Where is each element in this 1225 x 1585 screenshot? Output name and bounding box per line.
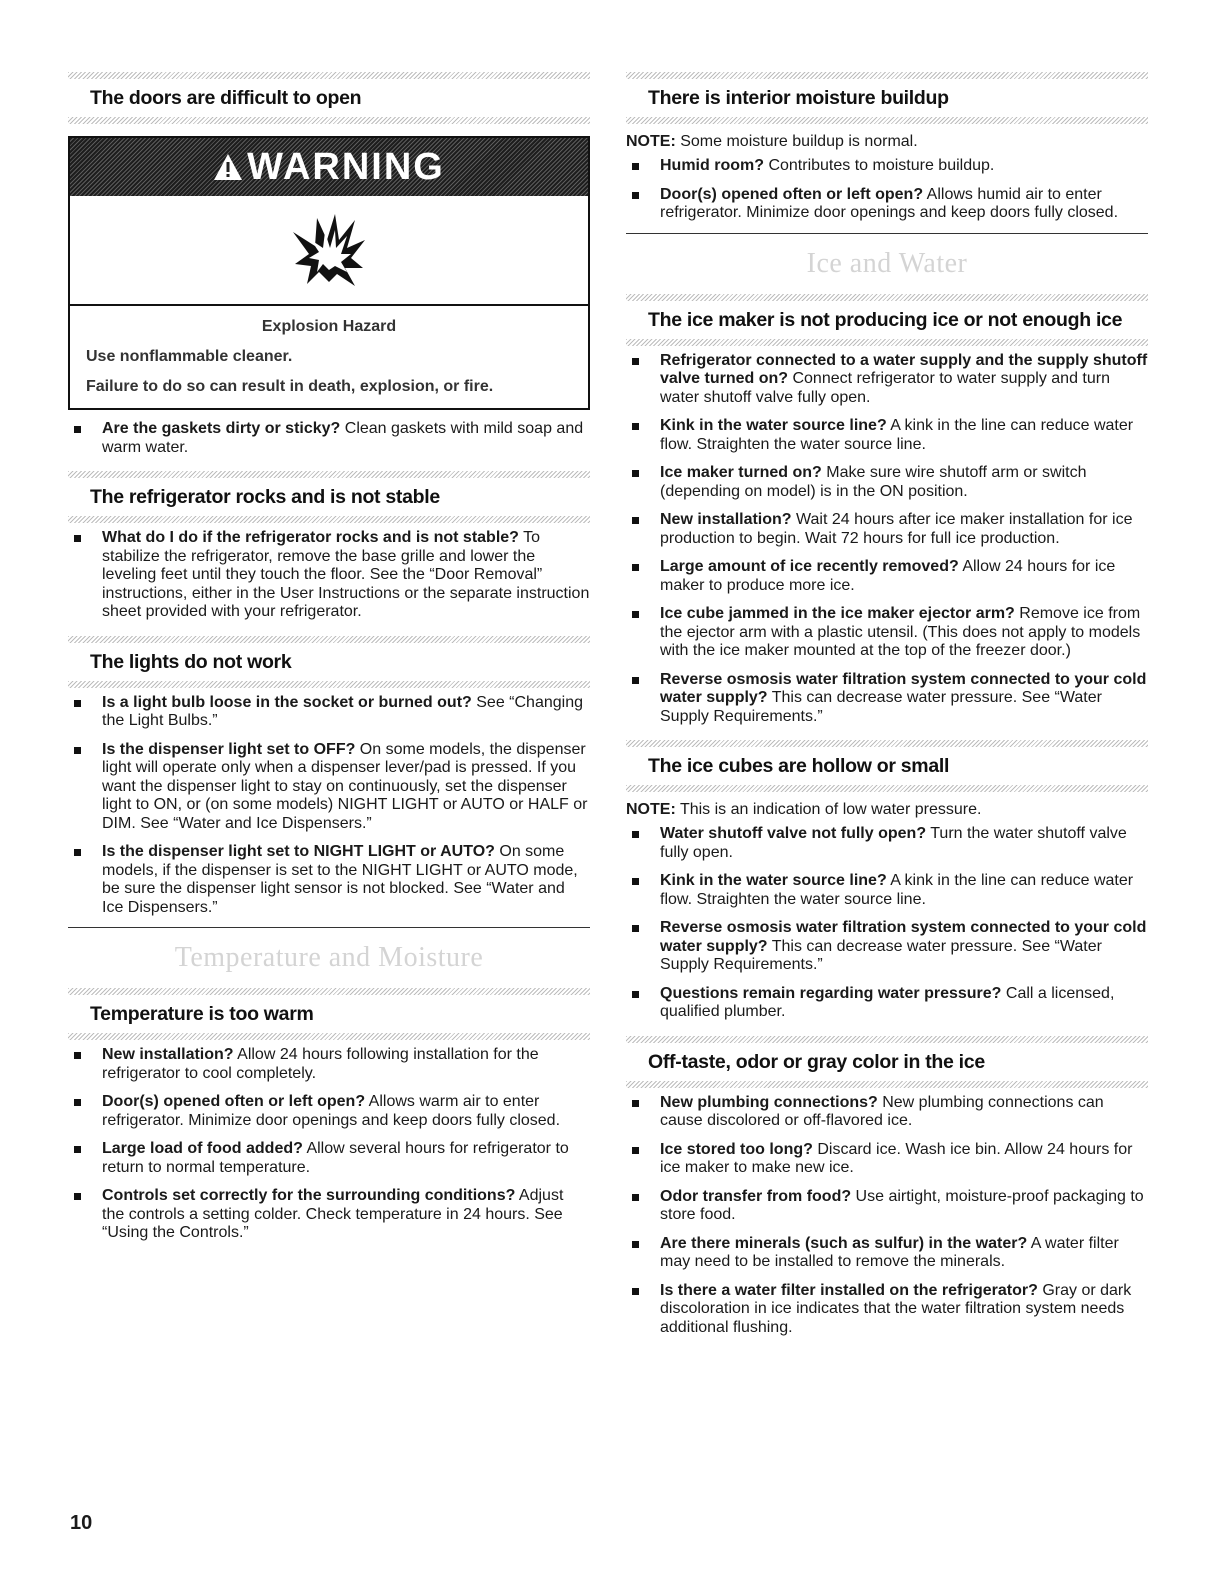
chapter-title-temperature: Temperature and Moisture	[174, 942, 484, 973]
bullet-icon	[632, 991, 639, 998]
item-question: New plumbing connections?	[660, 1093, 878, 1111]
item-question: New installation?	[102, 1046, 234, 1063]
item-answer: A kink in the line can reduce water flow. Straighten the water source line.	[660, 417, 1134, 453]
list-item	[626, 985, 1148, 1022]
warning-hazard: Explosion Hazard	[261, 318, 397, 335]
list-item	[626, 671, 1148, 727]
section-divider	[68, 516, 590, 523]
bullet-icon	[74, 1146, 81, 1153]
bullet-icon	[632, 878, 639, 885]
page-number: 10	[70, 1512, 93, 1534]
list-item	[626, 872, 1148, 909]
item-answer: A water filter may need to be installed to remove the minerals.	[660, 1234, 1119, 1270]
item-answer: Call a licensed, qualified plumber.	[660, 984, 1115, 1020]
warning-line: Failure to do so can result in death, explosion, or fire.	[86, 378, 494, 395]
section-divider	[626, 294, 1148, 301]
section-divider	[68, 988, 590, 995]
item-answer: Discard ice. Wash ice bin. Allow 24 hours for ice maker to make new ice.	[660, 1140, 1133, 1176]
bullet-icon	[74, 1193, 81, 1200]
item-answer: Use airtight, moisture-proof packaging to store food.	[660, 1187, 1144, 1223]
item-answer: Wait 24 hours after ice maker installation for ice production to begin. Wait 72 hours for full ice production.	[660, 511, 1133, 547]
bullet-icon	[632, 163, 639, 170]
item-question: Is the dispenser light set to NIGHT LIGHT or AUTO?	[102, 843, 495, 860]
bullet-icon	[632, 470, 639, 477]
item-question: Kink in the water source line?	[660, 417, 887, 434]
item-answer: Gray or dark discoloration in ice indicates that the water filtration system needs additional flushing.	[660, 1281, 1132, 1336]
list-item	[626, 464, 1148, 501]
note	[626, 800, 1148, 819]
item-answer: Turn the water shutoff valve fully open.	[660, 825, 1127, 861]
list-item	[626, 1188, 1148, 1225]
list-item	[68, 1046, 590, 1083]
section-divider	[626, 117, 1148, 124]
bullet-icon	[632, 1241, 639, 1248]
warning-header	[70, 138, 588, 196]
section-title-hollow: The ice cubes are hollow or small	[648, 755, 950, 777]
item-question: Is there a water filter installed on the refrigerator?	[660, 1281, 1038, 1299]
section-title-icemaker: The ice maker is not producing ice or not enough ice	[648, 308, 1123, 331]
item-answer: Allow several hours for refrigerator to return to normal temperature.	[102, 1140, 569, 1176]
item-question: Reverse osmosis water filtration system connected to your cold water supply?	[660, 670, 1147, 706]
warning-text	[70, 306, 588, 408]
list-item	[626, 1094, 1148, 1131]
item-answer: Allow 24 hours for ice maker to produce more ice.	[660, 558, 1116, 594]
item-question: Door(s) opened often or left open?	[660, 185, 924, 203]
item-question: Kink in the water source line?	[660, 872, 887, 889]
section-divider	[626, 1081, 1148, 1088]
section-divider	[626, 72, 1148, 79]
note-label: NOTE:	[626, 133, 676, 150]
item-question: Water shutoff valve not fully open?	[660, 825, 927, 842]
list-item	[68, 1187, 590, 1243]
item-question: Are the gaskets dirty or sticky?	[102, 420, 341, 437]
section-title-moisture: There is interior moisture buildup	[648, 87, 949, 109]
list-item	[626, 352, 1148, 408]
item-answer: To stabilize the refrigerator, remove the base grille and lower the leveling feet until they touch the floor. See the “Door Removal” instructions, either in the User Instructions or the separate instruction sheet provided with your refrigerator.	[102, 529, 590, 620]
item-question: Door(s) opened often or left open?	[102, 1093, 366, 1110]
list-item	[626, 825, 1148, 862]
item-answer: Allows humid air to enter refrigerator. Minimize door openings and keep doors fully closed.	[660, 185, 1119, 221]
bullet-icon	[74, 535, 81, 542]
section-divider	[68, 471, 590, 478]
list-item	[68, 843, 590, 917]
moisture-list	[626, 157, 1148, 223]
item-answer: See “Changing the Light Bulbs.”	[102, 693, 583, 729]
bullet-icon	[632, 1194, 639, 1201]
bullet-icon	[632, 564, 639, 571]
item-question: New installation?	[660, 511, 792, 528]
item-answer: Make sure wire shutoff arm or switch (depending on model) is in the ON position.	[660, 464, 1087, 500]
left-column	[68, 72, 590, 1253]
list-item	[626, 919, 1148, 975]
bullet-icon	[74, 849, 81, 856]
section-divider	[68, 636, 590, 643]
item-answer: Connect refrigerator to water supply and turn water shutoff valve fully open.	[660, 370, 1110, 406]
item-question: Ice stored too long?	[660, 1140, 813, 1158]
item-answer: On some models, the dispenser light will operate only when a dispenser lever/pad is pressed. If you want the dispenser light to stay on continuously, set the dispenser light to ON, or (on some models) NIGHT LIGHT or AUTO or HALF or DIM. See “Water and Ice Dispensers.”	[102, 740, 588, 832]
list-item	[626, 558, 1148, 595]
list-item	[68, 420, 590, 457]
item-question: Is the dispenser light set to OFF?	[102, 740, 356, 758]
item-answer: Allow 24 hours following installation for the refrigerator to cool completely.	[102, 1046, 539, 1082]
bullet-icon	[632, 1100, 639, 1107]
item-answer: Clean gaskets with mild soap and warm water.	[102, 420, 584, 456]
list-item	[626, 1282, 1148, 1338]
list-item	[626, 1235, 1148, 1272]
warning-box	[68, 136, 590, 410]
bullet-icon	[632, 831, 639, 838]
section-divider	[626, 339, 1148, 346]
item-answer: New plumbing connections can cause discolored or off-flavored ice.	[660, 1093, 1104, 1129]
doors-list	[68, 420, 590, 457]
warning-icon-area	[70, 196, 588, 306]
item-question: Questions remain regarding water pressure?	[660, 984, 1002, 1002]
item-answer: Remove ice from the ejector arm with a plastic utensil. (This does not apply to models with the ice maker mounted at the top of the freezer door.)	[660, 605, 1141, 659]
item-answer: This can decrease water pressure. See “Water Supply Requirements.”	[660, 689, 1102, 725]
item-question: Is a light bulb loose in the socket or burned out?	[102, 693, 472, 711]
bullet-icon	[74, 1099, 81, 1106]
item-question: Large amount of ice recently removed?	[660, 558, 959, 575]
section-divider	[626, 740, 1148, 747]
note-label: NOTE:	[626, 801, 676, 818]
item-question: What do I do if the refrigerator rocks and is not stable?	[102, 529, 519, 546]
lights-list	[68, 694, 590, 918]
warning-label: WARNING	[247, 145, 445, 188]
bullet-icon	[632, 611, 639, 618]
item-question: Are there minerals (such as sulfur) in the water?	[660, 1234, 1028, 1252]
item-question: Ice cube jammed in the ice maker ejector arm?	[660, 605, 1015, 622]
section-divider	[68, 117, 590, 124]
list-item	[626, 186, 1148, 223]
bullet-icon	[632, 423, 639, 430]
section-divider	[68, 1033, 590, 1040]
item-answer: Allows warm air to enter refrigerator. Minimize door openings and keep doors fully closed.	[102, 1093, 561, 1129]
bullet-icon	[74, 747, 81, 754]
warm-list	[68, 1046, 590, 1243]
item-question: Odor transfer from food?	[660, 1187, 852, 1205]
list-item	[68, 741, 590, 834]
hollow-list	[626, 825, 1148, 1022]
rocks-list	[68, 529, 590, 622]
item-question: Controls set correctly for the surrounding conditions?	[102, 1187, 516, 1204]
right-column	[626, 72, 1148, 1347]
bullet-icon	[74, 700, 81, 707]
list-item	[68, 1140, 590, 1177]
section-divider	[626, 1036, 1148, 1043]
explosion-icon	[289, 210, 369, 290]
bullet-icon	[74, 426, 81, 433]
item-question: Ice maker turned on?	[660, 464, 822, 481]
item-question: Humid room?	[660, 157, 764, 174]
icemaker-list	[626, 352, 1148, 727]
list-item	[626, 511, 1148, 548]
list-item	[626, 605, 1148, 661]
list-item	[626, 417, 1148, 454]
section-title-rocks: The refrigerator rocks and is not stable	[90, 486, 440, 508]
bullet-icon	[632, 1147, 639, 1154]
section-divider	[68, 72, 590, 79]
item-question: Large load of food added?	[102, 1140, 303, 1157]
item-answer: On some models, if the dispenser is set to the NIGHT LIGHT or AUTO mode, be sure the dispenser light sensor is not blocked. See “Water and Ice Dispensers.”	[102, 843, 578, 916]
section-title-doors: The doors are difficult to open	[90, 87, 362, 109]
section-title-lights: The lights do not work	[90, 650, 292, 673]
section-divider	[68, 681, 590, 688]
warning-line: Use nonflammable cleaner.	[86, 348, 293, 365]
section-divider	[626, 785, 1148, 792]
item-answer: Contributes to moisture buildup.	[764, 157, 995, 174]
bullet-icon	[632, 517, 639, 524]
bullet-icon	[632, 677, 639, 684]
list-item	[626, 157, 1148, 176]
note-text: This is an indication of low water pressure.	[675, 801, 982, 818]
bullet-icon	[632, 358, 639, 365]
list-item	[68, 694, 590, 731]
item-question: Reverse osmosis water filtration system connected to your cold water supply?	[660, 919, 1147, 955]
list-item	[68, 1093, 590, 1130]
bullet-icon	[632, 1288, 639, 1295]
list-item	[68, 529, 590, 622]
item-answer: This can decrease water pressure. See “Water Supply Requirements.”	[660, 937, 1102, 973]
taste-list	[626, 1094, 1148, 1338]
item-answer: A kink in the line can reduce water flow. Straighten the water source line.	[660, 872, 1134, 908]
note-text: Some moisture buildup is normal.	[675, 133, 918, 150]
item-answer: Adjust the controls a setting colder. Check temperature in 24 hours. See “Using the Controls.”	[102, 1187, 564, 1241]
warning-triangle-icon	[213, 152, 243, 182]
bullet-icon	[632, 192, 639, 199]
section-title-taste: Off-taste, odor or gray color in the ice	[648, 1050, 985, 1073]
chapter-title-ice-water: Ice and Water	[806, 247, 968, 279]
bullet-icon	[632, 925, 639, 932]
note	[626, 132, 1148, 151]
bullet-icon	[74, 1052, 81, 1059]
list-item	[626, 1141, 1148, 1178]
item-question: Refrigerator connected to a water supply and the supply shutoff valve turned on?	[660, 351, 1148, 387]
section-title-warm: Temperature is too warm	[90, 1003, 314, 1025]
